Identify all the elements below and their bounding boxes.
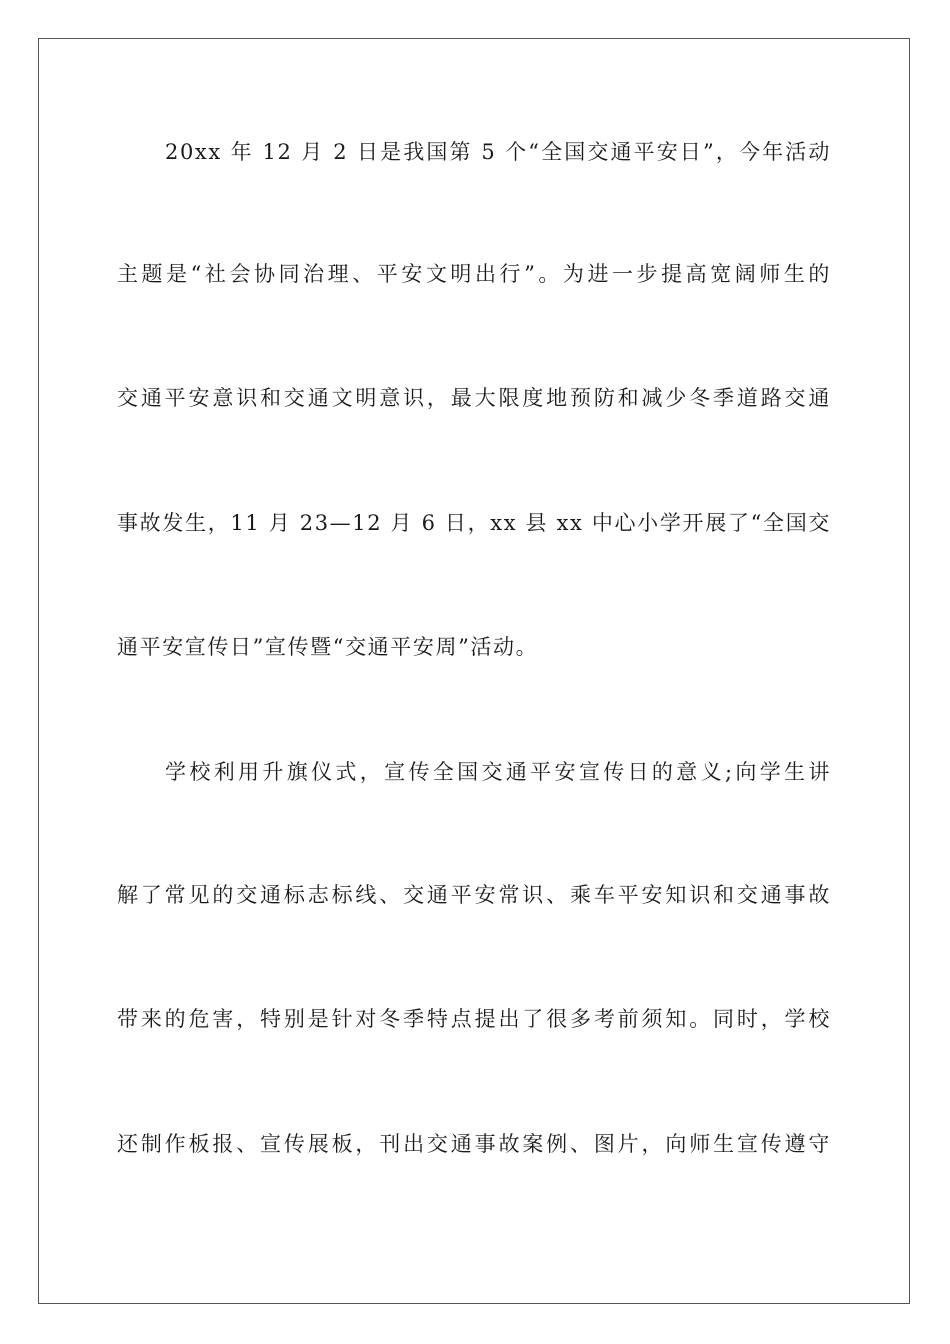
text-line: 通平安宣传日”宣传暨“交通平安周”活动。 xyxy=(117,635,539,659)
text-line: 带来的危害，特别是针对冬季特点提出了很多考前须知。同时，学校 xyxy=(117,1007,831,1031)
text-line: 20xx 年 12 月 2 日是我国第 5 个“全国交通平安日”，今年活动 xyxy=(165,140,831,164)
text-line: 交通平安意识和交通文明意识，最大限度地预防和减少冬季道路交通 xyxy=(117,386,831,410)
text-line: 主题是“社会协同治理、平安文明出行”。为进一步提高宽阔师生的 xyxy=(117,262,831,286)
text-line: 解了常见的交通标志标线、交通平安常识、乘车平安知识和交通事故 xyxy=(117,883,831,907)
text-line: 学校利用升旗仪式，宣传全国交通平安宣传日的意义;向学生讲 xyxy=(165,760,831,784)
text-line: 还制作板报、宣传展板，刊出交通事故案例、图片，向师生宣传遵守 xyxy=(117,1132,831,1156)
text-line: 事故发生，11 月 23—12 月 6 日，xx 县 xx 中心小学开展了“全国交 xyxy=(117,511,831,535)
page-border xyxy=(38,38,910,1304)
